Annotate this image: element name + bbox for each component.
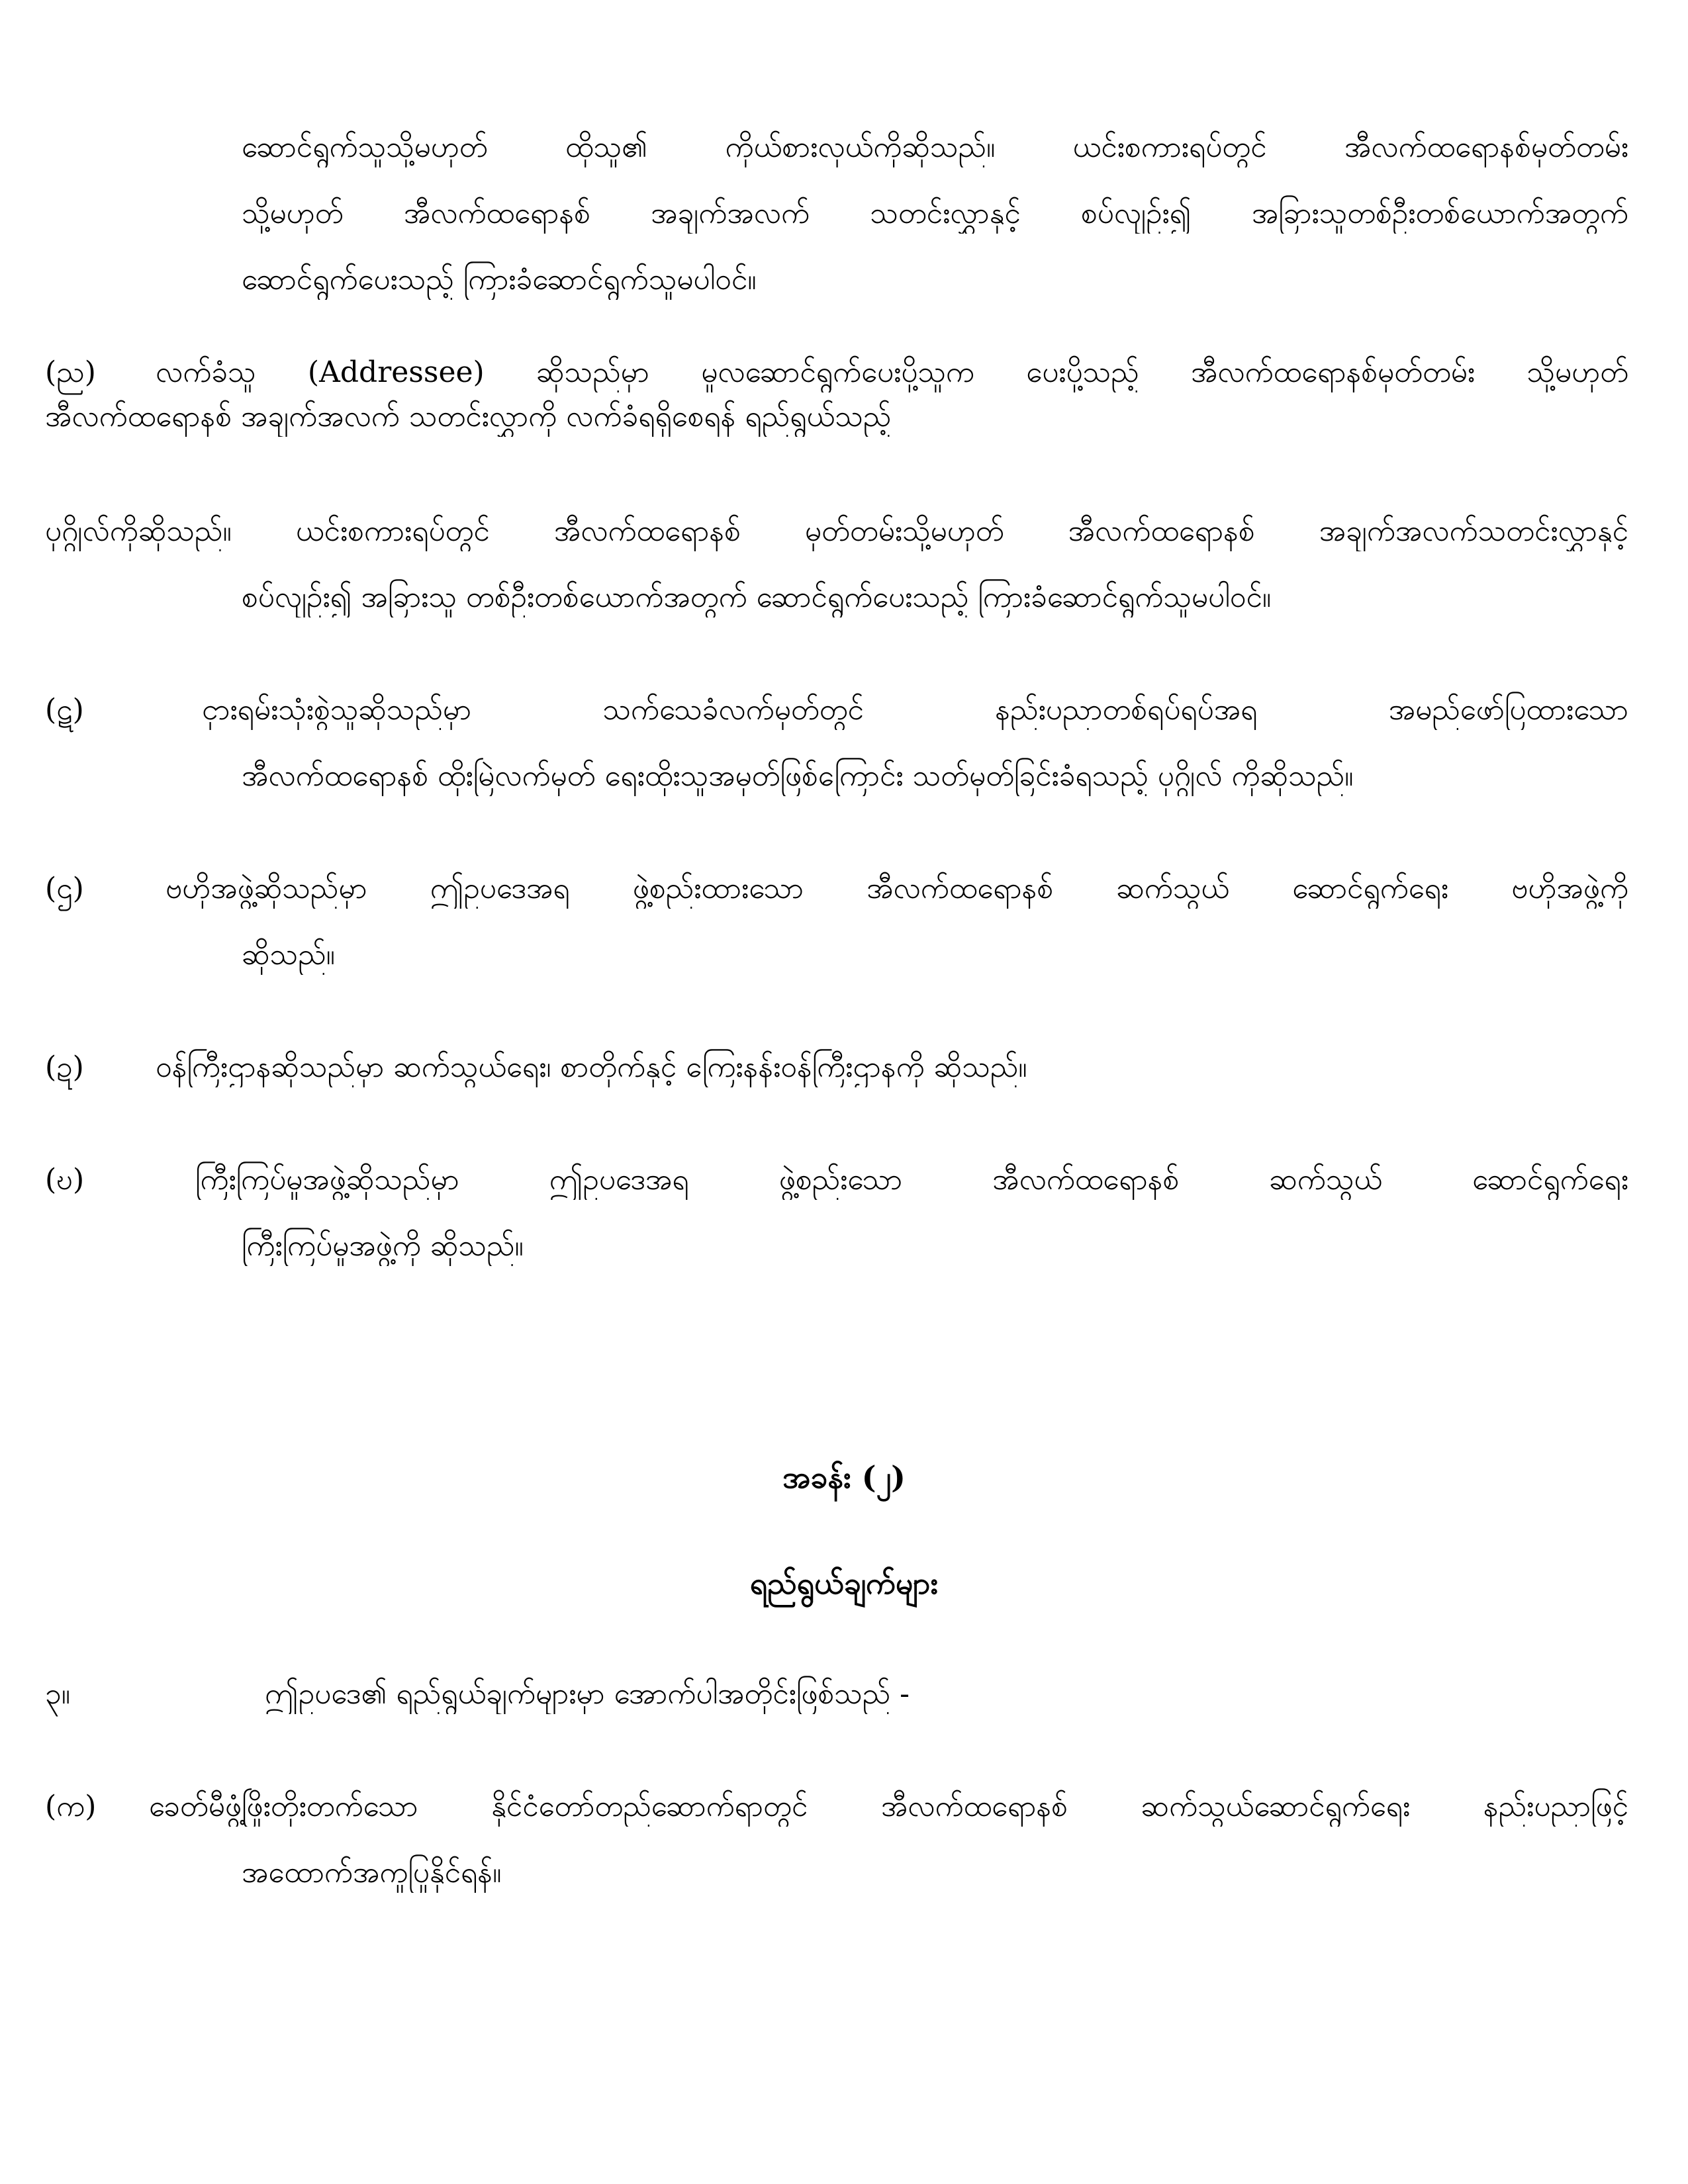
definition-marker-hta: (ဋ) [45,693,84,727]
definition-marker-nya: (ည) [45,355,96,389]
definition-nya-line-3: ပုဂ္ဂိုလ်ကိုဆိုသည်။ ယင်းစကားရပ်တွင် အီလက်ထရောနစ် မှတ်တမ်းသို့မဟုတ် အီလက်ထရောနစ် အချက်အလက်သတင်းလွှာနှင့် [45,514,1628,548]
definition-marker-tta: (ဌ) [45,872,84,905]
definition-tta-line-2: ဆိုသည်။ [242,938,335,972]
clause-marker-ka: (က) [45,1790,97,1823]
definition-ba-line-2: ကြီးကြပ်မှုအဖွဲ့ကို ဆိုသည်။ [242,1229,524,1263]
chapter-heading: အခန်း (၂) [782,1459,906,1495]
definition-nya-line-1: လက်ခံသူ (Addressee) ဆိုသည်မှာ မူလဆောင်ရွက်ပေးပို့သူက ပေးပို့သည့် အီလက်ထရောနစ်မှတ်တမ်း သို့မဟုတ် [156,355,1628,389]
definition-tta-line-1: ဗဟိုအဖွဲ့ဆိုသည်မှာ ဤဥပဒေအရ ဖွဲ့စည်းထားသော အီလက်ထရောနစ် ဆက်သွယ် ဆောင်ရွက်ရေး ဗဟိုအဖွဲ့ကို [165,872,1628,905]
definition-ba-line-1: ကြီးကြပ်မှုအဖွဲ့ဆိုသည်မှာ ဤဥပဒေအရ ဖွဲ့စည်းသော အီလက်ထရောနစ် ဆက်သွယ် ဆောင်ရွက်ရေး [195,1163,1628,1197]
definition-continuation-line-1: ဆောင်ရွက်သူသို့မဟုတ် ထိုသူ၏ ကိုယ်စားလှယ်ကိုဆိုသည်။ ယင်းစကားရပ်တွင် အီလက်ထရောနစ်မှတ်တမ်း [242,130,1628,164]
definition-hta-line-1: ငှားရမ်းသုံးစွဲသူဆိုသည်မှာ သက်သေခံလက်မှတ်တွင် နည်းပညာတစ်ရပ်ရပ်အရ အမည်ဖော်ပြထားသော [202,693,1628,727]
definition-continuation-line-2: သို့မဟုတ် အီလက်ထရောနစ် အချက်အလက် သတင်းလွှာနှင့် စပ်လျဉ်း၍ အခြားသူတစ်ဦးတစ်ယောက်အတွက် [242,197,1628,230]
definition-marker-ba: (ဎ) [45,1163,85,1197]
definition-nya-line-4: စပ်လျဉ်း၍ အခြားသူ တစ်ဦးတစ်ယောက်အတွက် ဆောင်ရွက်ပေးသည့် ကြားခံဆောင်ရွက်သူမပါဝင်။ [242,580,1272,614]
section-number: ၃။ [45,1677,71,1711]
definition-dda-line-1: ဝန်ကြီးဌာနဆိုသည်မှာ ဆက်သွယ်ရေး၊ စာတိုက်နှင့် ကြေးနန်းဝန်ကြီးဌာနကို ဆိုသည်။ [156,1050,1027,1084]
section-text: ဤဥပဒေ၏ ရည်ရွယ်ချက်များမှာ အောက်ပါအတိုင်းဖြစ်သည် - [265,1677,910,1711]
clause-ka-line-1: ခေတ်မီဖွံ့ဖြိုးတိုးတက်သော နိုင်ငံတော်တည်ဆောက်ရာတွင် အီလက်ထရောနစ် ဆက်သွယ်ဆောင်ရွက်ရေး နည်းပညာဖြင့် [149,1790,1628,1823]
definition-hta-line-2: အီလက်ထရောနစ် ထိုးမြဲလက်မှတ် ရေးထိုးသူအမှတ်ဖြစ်ကြောင်း သတ်မှတ်ခြင်းခံရသည့် ပုဂ္ဂိုလ် ကိုဆိုသည်။ [242,759,1354,793]
definition-marker-dda: (ဍ) [45,1050,84,1084]
definition-nya-line-2: အီလက်ထရောနစ် အချက်အလက် သတင်းလွှာကို လက်ခံရရှိစေရန် ရည်ရွယ်သည့် [45,400,892,433]
definition-continuation-line-3: ဆောင်ရွက်ပေးသည့် ကြားခံဆောင်ရွက်သူမပါဝင်။ [242,263,757,296]
clause-ka-line-2: အထောက်အကူပြုနိုင်ရန်။ [242,1856,502,1889]
chapter-title: ရည်ရွယ်ချက်များ [749,1565,939,1601]
